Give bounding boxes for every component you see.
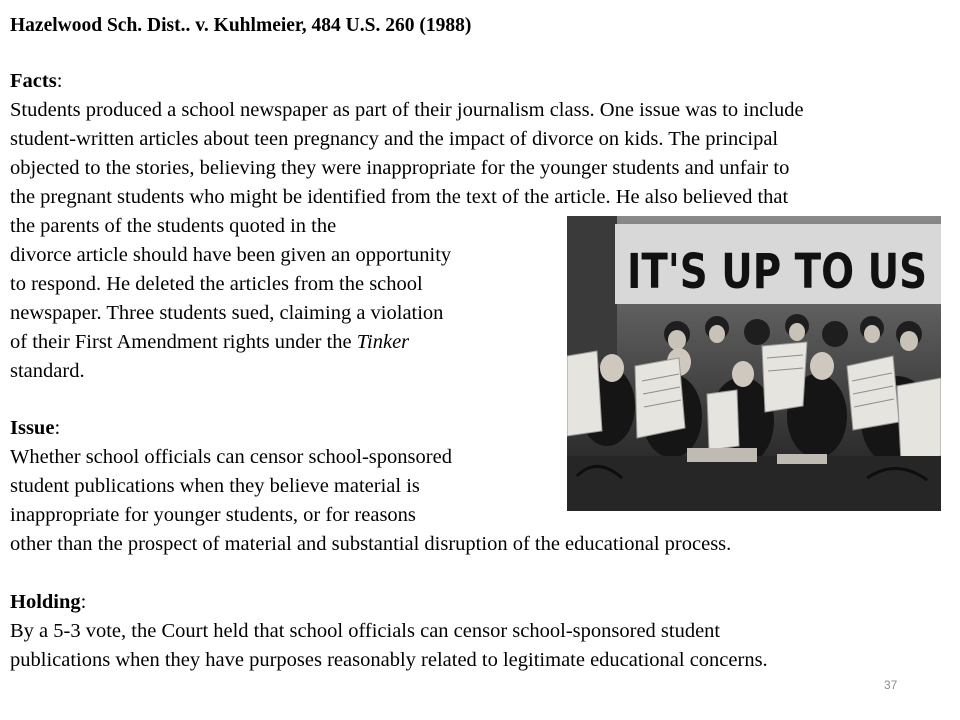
facts-line-8: newspaper. Three students sued, claiming a violation [10, 302, 444, 324]
students-newspaper-photo [567, 216, 941, 511]
facts-line-3: objected to the stories, believing they were inappropriate for the younger students and unfair to [10, 157, 790, 179]
facts-line-1: Students produced a school newspaper as part of their journalism class. One issue was to include [10, 99, 804, 121]
holding-line-1: By a 5-3 vote, the Court held that school officials can censor school-sponsored student [10, 620, 721, 642]
holding-line-2: publications when they have purposes reasonably related to legitimate educational concerns. [10, 649, 768, 671]
issue-line-4: other than the prospect of material and substantial disruption of the educational process. [10, 533, 732, 555]
facts-line-6: divorce article should have been given an opportunity [10, 244, 452, 266]
holding-heading: Holding: [10, 591, 87, 613]
page-number: 37 [884, 678, 898, 692]
issue-line-1: Whether school officials can censor school-sponsored [10, 446, 452, 468]
case-title: Hazelwood Sch. Dist.. v. Kuhlmeier, 484 U.S. 260 (1988) [10, 15, 472, 36]
facts-heading: Facts: [10, 70, 63, 92]
facts-line-5: the parents of the students quoted in the [10, 215, 337, 237]
tinker-italic: Tinker [356, 331, 410, 353]
facts-line-10: standard. [10, 360, 85, 382]
banner-text: IT'S UP TO US [627, 244, 927, 300]
issue-line-2: student publications when they believe material is [10, 475, 420, 497]
facts-line-7: to respond. He deleted the articles from the school [10, 273, 423, 295]
issue-line-3: inappropriate for younger students, or for reasons [10, 504, 416, 526]
issue-heading: Issue: [10, 417, 61, 439]
facts-line-2: student-written articles about teen pregnancy and the impact of divorce on kids. The principal [10, 128, 779, 150]
facts-line-4: the pregnant students who might be identified from the text of the article. He also believed that [10, 186, 789, 208]
facts-line-9: of their First Amendment rights under the Tinker [10, 331, 410, 353]
